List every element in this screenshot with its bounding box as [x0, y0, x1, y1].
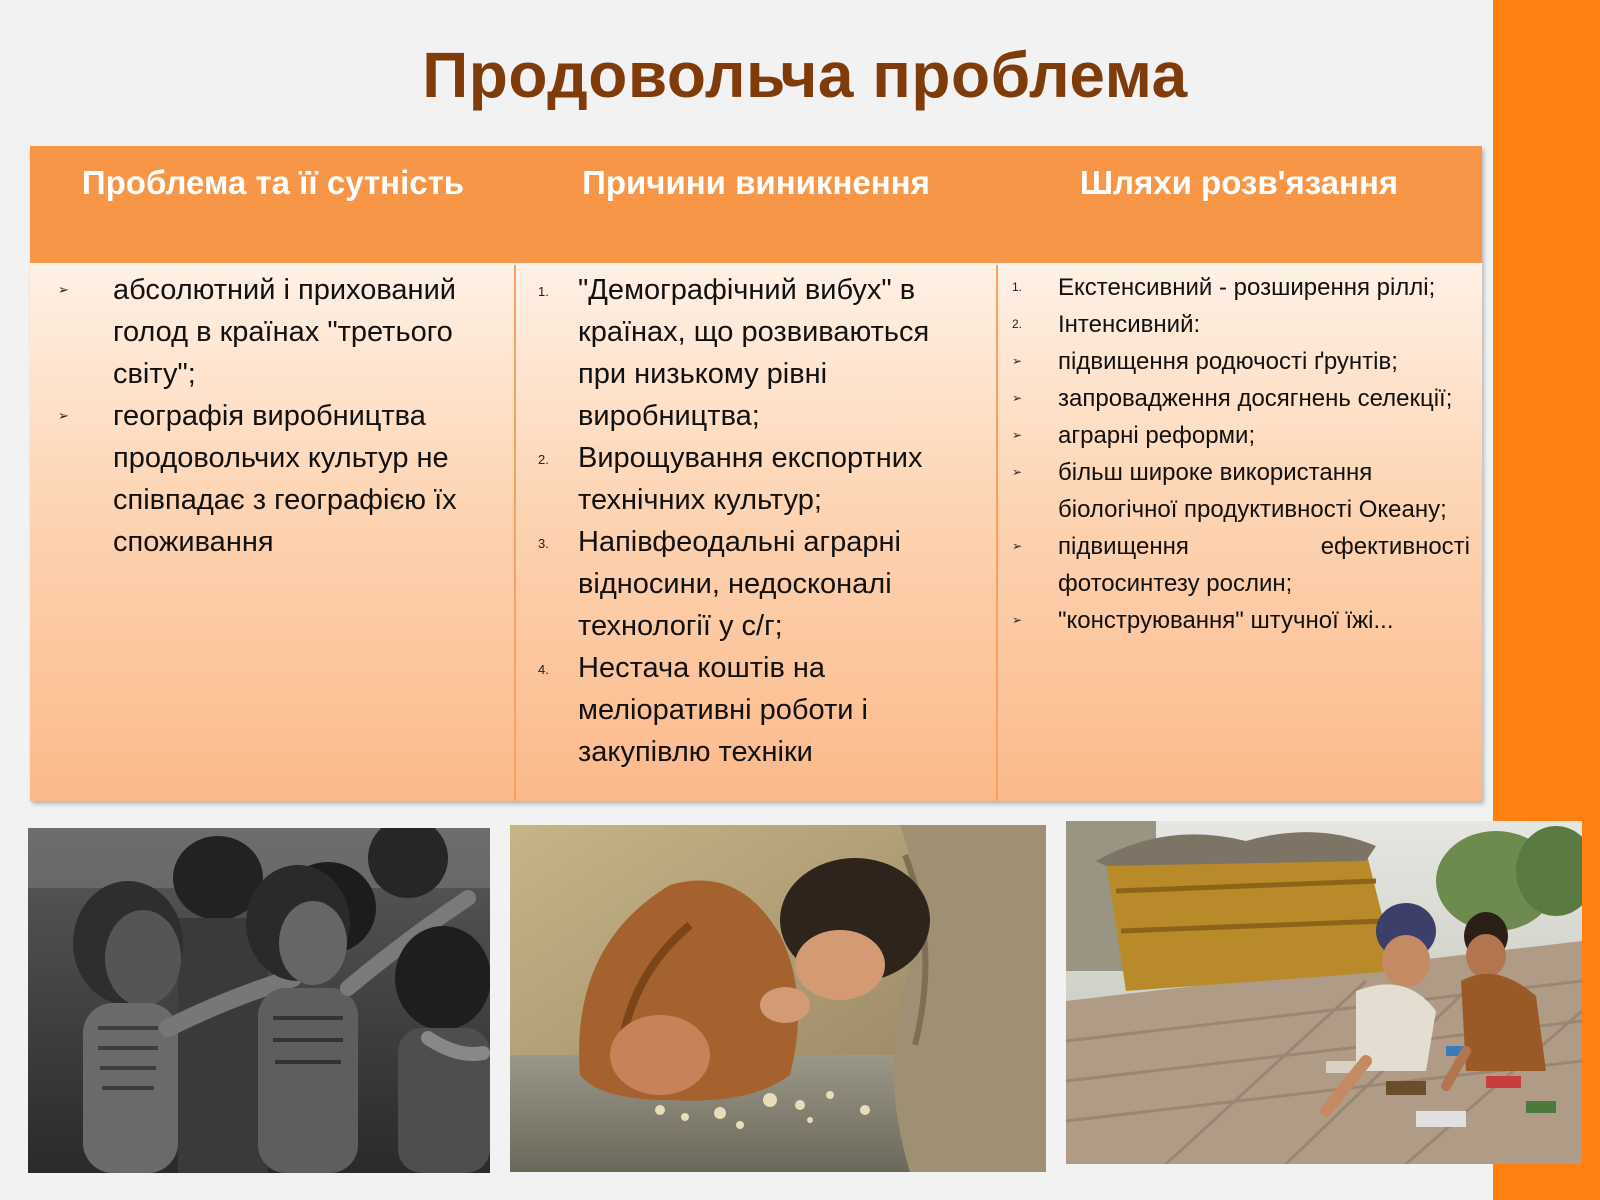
list-item: ➢ підвищення ефективності фотосинтезу рослин;	[1012, 528, 1470, 602]
arrow-bullet-icon: ➢	[58, 282, 69, 297]
number-marker: 3.	[538, 536, 549, 551]
arrow-bullet-icon: ➢	[1012, 465, 1023, 479]
number-marker: 1.	[538, 284, 549, 299]
number-marker: 2.	[1012, 317, 1023, 331]
list-item: ➢ абсолютний і прихований голод в країнах "третього світу";	[58, 269, 498, 395]
number-marker: 1.	[1012, 280, 1023, 294]
column-causes	[538, 269, 984, 805]
list-item: ➢ підвищення родючості ґрунтів;	[1012, 343, 1470, 380]
header-problem: Проблема та її сутність	[81, 164, 465, 201]
list-item: 1. "Демографічний вибух" в країнах, що розвиваються при низькому рівні виробництва;	[538, 269, 984, 437]
list-item: 4. Нестача коштів на меліоративні роботи і закупівлю техніки	[538, 647, 984, 773]
list-item: ➢ більш широке використання біологічної продуктивності Океану;	[1012, 454, 1470, 528]
number-marker: 4.	[538, 662, 549, 677]
arrow-bullet-icon: ➢	[1012, 428, 1023, 442]
photo-children-garbage	[1066, 821, 1582, 1164]
column-divider	[996, 265, 998, 801]
table-header-row	[30, 146, 1482, 263]
list-item: ➢ запровадження досягнень селекції;	[1012, 380, 1470, 417]
list-item: 2. Вирощування експортних технічних культур;	[538, 437, 984, 521]
header-solutions: Шляхи розв'язання	[1079, 164, 1399, 201]
list-item: 1. Екстенсивний - розширення ріллі;	[1012, 269, 1470, 306]
table-body-row	[30, 265, 1482, 801]
slide-title: Продовольча проблема	[422, 39, 1188, 111]
list-item: 2. Інтенсивний:	[1012, 306, 1470, 343]
photo-crouching-child	[510, 825, 1046, 1172]
arrow-bullet-icon: ➢	[1012, 354, 1023, 368]
number-marker: 2.	[538, 452, 549, 467]
list-item: ➢ аграрні реформи;	[1012, 417, 1470, 454]
column-problem	[58, 269, 498, 805]
list-item: 3. Напівфеодальні аграрні відносини, недосконалі технології у с/г;	[538, 521, 984, 647]
content-table	[30, 146, 1482, 801]
arrow-bullet-icon: ➢	[58, 408, 69, 423]
arrow-bullet-icon: ➢	[1012, 613, 1023, 627]
list-item: ➢ "конструювання" штучної їжі...	[1012, 602, 1470, 639]
header-causes: Причини виникнення	[582, 164, 930, 201]
column-solutions	[1012, 269, 1470, 805]
arrow-bullet-icon: ➢	[1012, 539, 1023, 553]
photo-hungry-children	[28, 828, 490, 1173]
list-item: ➢ географія виробництва продовольчих культур не співпадає з географією їх споживання	[58, 395, 498, 563]
column-divider	[514, 265, 516, 801]
arrow-bullet-icon: ➢	[1012, 391, 1023, 405]
